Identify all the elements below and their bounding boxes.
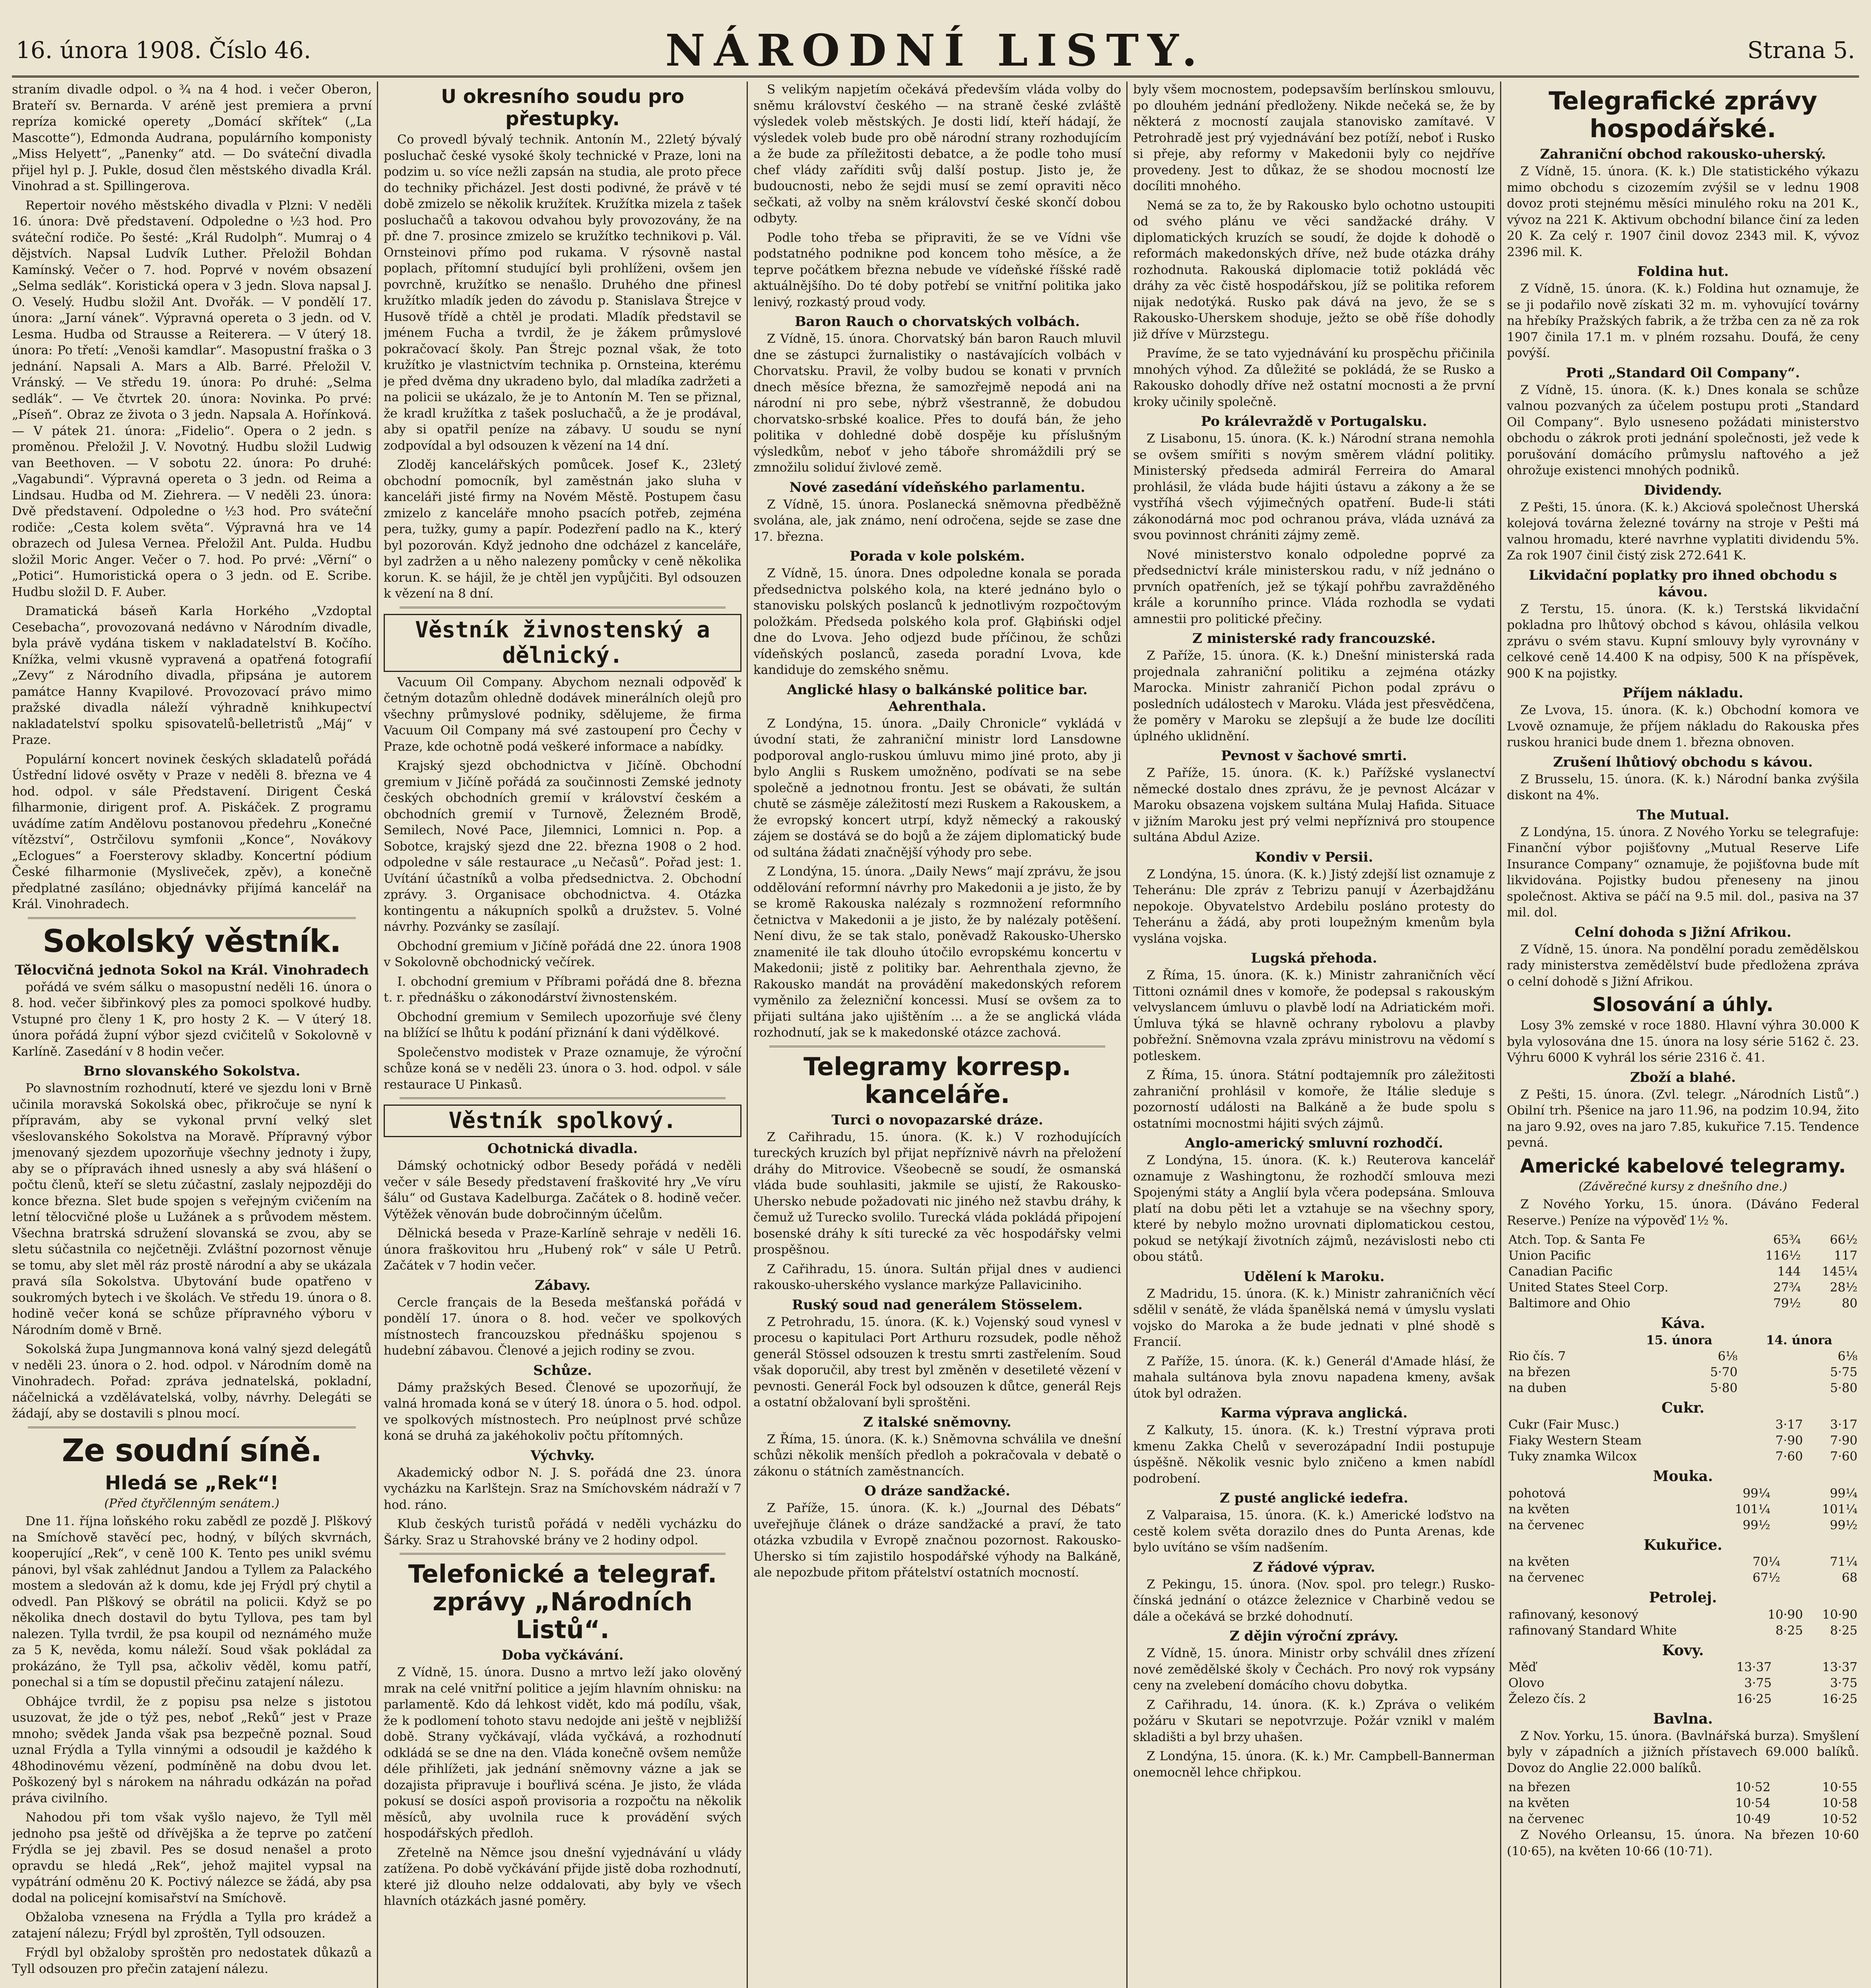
column-4 — [1133, 82, 1495, 1988]
cotton-table — [1507, 1779, 1859, 1827]
market-heading: Petrolej. — [1649, 1589, 1717, 1606]
article-subheading: Schůze. — [533, 1362, 592, 1378]
divider — [28, 1427, 356, 1428]
article-subheading: Z italské sněmovny. — [863, 1414, 1011, 1430]
article-subheading: Ruský soud nad generálem Stösselem. — [792, 1297, 1083, 1313]
market-heading: Káva. — [1661, 1315, 1705, 1332]
table-cell: Fiaky Western Steam — [1508, 1433, 1642, 1448]
table-header-cell — [1507, 1332, 1619, 1348]
article-text: Z Paříže, 15. února. (K. k.) „Journal des Débats“ uveřejňuje článek o dráze sandžacké a praví, že tato otázka vzbudila v Evropě značnou pozornost. Rakousko-Uhersko si tím zajistilo hospodářské výhody na Balkáně, ale nepozbude přitom přátelství ostatních mocností. — [753, 1501, 1121, 1580]
divider — [400, 1097, 726, 1099]
table-row — [1507, 1659, 1859, 1675]
section-heading-sokol: Sokolský věstník. — [43, 923, 341, 959]
article-text: Vacuum Oil Company. Abychom neznali odpověď k četným dotazům ohledně dodávek minerálních olejů pro všechny průmyslové podniky, sdělujeme, že firma Vacuum Oil Company má své zastoupení pro Čechy v Praze, kde ochotně podá veškeré informace a nabídky. — [384, 675, 741, 754]
column-3 — [753, 82, 1121, 1988]
article-subheading: Výchvky. — [530, 1447, 595, 1464]
table-cell: 144 — [1777, 1264, 1801, 1279]
table-row — [1507, 1485, 1859, 1501]
article-text: Z Brusselu, 15. února. (K. k.) Národní banka zvýšila diskont na 4%. — [1507, 772, 1859, 802]
table-row — [1507, 1295, 1859, 1311]
article-text: Z Cařihradu, 15. února. Sultán přijal dnes v audienci rakousko-uherského vyslance markýze Pallaviciniho. — [753, 1262, 1121, 1292]
table-cell: 28½ — [1830, 1280, 1857, 1295]
article-subheading: Zboží a blahé. — [1630, 1069, 1736, 1085]
section-heading-telegraph: Telefonické a telegraf. zprávy „Národních Listů“. — [408, 1559, 717, 1644]
article-text: Z Londýna, 15. února. „Daily News“ mají zprávu, že jsou oddělování reformní návrhy pro Makedonii a je jisto, že by se kromě Rakouska nalézaly s rozmnožení reformního četnictva v Makedonii a je jisto, že by nalézaly potěšení. Není divu, že se tak stalo, poněvadž Rakousko-Uhersko znamenité ile tak dlouho útočilo evropskému koncertu v Makedonii; jistě z politiky bar. Aehrenthala zjevno, že Rakousko mandát na provádění makedonských reforem vyměnilo za železniční koncessi. Musí se ovšem za to přijati sultána jako ujištěním ... a že se anglická vláda rozhodnutí, jak se k makedonské otázce zachová. — [753, 864, 1121, 1040]
article-subheading: Kondiv v Persii. — [1255, 849, 1373, 865]
table-cell: 3·17 — [1830, 1417, 1857, 1432]
table-row — [1507, 1264, 1859, 1279]
table-cell: Canadian Pacific — [1508, 1264, 1613, 1279]
masthead — [12, 16, 1859, 78]
article-subheading: Z ministerské rady francouzské. — [1192, 631, 1436, 646]
corn-table — [1507, 1554, 1859, 1586]
article-text: Z Nového Yorku, 15. února. (Dáváno Federal Reserve.) Peníze na výpověď 1½ %. — [1507, 1197, 1859, 1228]
article-text: Cercle français de la Beseda mešťanská pořádá v pondělí 17. února o 8. hod. večer ve spolkových místnostech francouzskou přednášku spojenou s hudební zábavou. Členové a jejich rodiny se zvou. — [384, 1295, 741, 1358]
article-subheading: Celní dohoda s Jižní Afrikou. — [1574, 924, 1791, 940]
article-text: Z Londýna, 15. února. „Daily Chronicle“ vykládá v úvodní stati, že zahraniční ministr lord Lansdowne podporoval anglo-ruskou úmluvu mimo jiné proto, aby ji bylo Anglii s Ruskem umožněno, podívati se na sebe společně a jednotnou frontu. Jest se obávati, že sultán chutě se zásměje záležitostí mezi Ruskem a Rakouskem, a že evropský koncert utrpí, když německý a rakouský zájem se dostává se do bojů a že zájem diplomatický bude od sultána žádati značnější výhody pro sebe. — [753, 716, 1121, 860]
table-cell: 117 — [1834, 1248, 1857, 1263]
table-row — [1507, 1364, 1859, 1380]
article-text: Zloděj kancelářských pomůcek. Josef K., 23letý obchodní pomocník, byl zaměstnán jako sluha v kanceláři jisté firmy na Novém Městě. Postupem času zmizelo z kanceláře mnoho psacích potřeb, zejména pera, tužky, gumy a papír. Podezření padlo na K., který byl pozorován. Když jednoho dne odcházel z kanceláře, byl zadržen a u něho nalezeny pomůcky v ceně několika korun. K. se hájil, že je chtěl jen vypůjčiti. Byl odsouzen k vězení na 8 dní. — [384, 458, 741, 601]
table-row — [1507, 1448, 1859, 1464]
table-cell: 65¾ — [1773, 1233, 1801, 1247]
table-cell: 10·58 — [1822, 1796, 1857, 1810]
article-text: Akademický odbor N. J. S. pořádá dne 23. února vycházku na Karlštejn. Sraz na Smíchovském nádraží v 7 hod. ráno. — [384, 1465, 741, 1512]
table-cell: 71¼ — [1830, 1555, 1857, 1569]
article-text: Dramatická báseň Karla Horkého „Vzdoptal Cesebacha“, provozovaná nedávno v Národním divadle, byla právě vydána tiskem v nakladatelství B. Kočího. Knížka, velmi vkusně vypravená a opatřená fotografií „Zevy“ z Národního divadla, připsána je autorem památce Hanny Kvapilové. Provozovací právo mimo pražské divadla náleží výhradně knihkupectví nakladatelství spolku spisovatelů-belletristů „Máj“ v Praze. — [12, 604, 372, 747]
article-text: Co provedl bývalý technik. Antonín M., 22letý bývalý posluchač české vysoké školy technické v Praze, loni na podzim u. so více nežli zapsán na studia, ale proto přece do techniky přicházel. Jest dosti podivné, že právě v té době zmizelo se několik kružítek. Kružítka mizela z tašek posluchačů a takovou odvahou byly provozovány, že na př. dne 7. prosince zmizelo se kružítko technikovi p. Vál. Ornsteinovi přímo pod rukama. V rýsovně nastal poplach, přítomní studující byli prohlíženi, ovšem jen povrchně, kružítko se nenašlo. Druhého dne přinesl kružítko mladík jeden do závodu p. Stanislava Štrejce v Husově třídě a chtěl je prodati. Mladík představil se jménem Fucha a tvrdil, že je žákem průmyslové pokračovací školy. Pan Štrejc poznal však, že toto kružítko je vlastnictvím technika p. Ornsteina, kterému je před dvěma dny ukradeno bylo, dal mladíka zadržeti a na policii se ukázalo, že je to Antonín M. Ten se přiznal, že kradl kružítka z tašek posluchačů, a že je prodával, aby si opatřil peníze na zábavy. U soudu se nyní zodpovídal a byl odsouzen k vězení na 14 dní. — [384, 132, 741, 453]
table-cell: 70¼ — [1753, 1555, 1780, 1569]
market-heading: Mouka. — [1653, 1468, 1713, 1485]
table-cell: 101¼ — [1735, 1502, 1770, 1516]
article-heading: Americké kabelové telegramy. — [1520, 1155, 1846, 1177]
article-text: Losy 3% zemské v roce 1880. Hlavní výhra 30.000 K byla vylosována dne 15. února na losy série 5162 č. 23. Výhru 6000 K vyhrál los série 2316 č. 41. — [1507, 1018, 1859, 1065]
article-subheading: Z řádové výprav. — [1253, 1559, 1375, 1575]
table-cell: 116½ — [1765, 1248, 1801, 1263]
table-cell: 16·25 — [1822, 1692, 1857, 1706]
article-text: Z Cařihradu, 15. února. (K. k.) V rozhodujících tureckých kruzích byl přijat nepříznivě návrh na přeložení dráhy do Mitrovice. Všeobecně se soudí, že osmanská vláda bude souhlasiti, jakmile se ujistí, že Rakousko-Uhersko nebude požadovati nic jiného než stavbu dráhy, k čemuž už Turecko svolilo. Turecká vláda pokládá připojení bosenské dráhy k síti turecké za věc hospodářsky velmi prospěšnou. — [753, 1130, 1121, 1257]
article-heading: Baron Rauch o chorvatských volbách. — [794, 314, 1080, 330]
table-cell: 5·80 — [1830, 1380, 1857, 1395]
table-cell: na květen — [1508, 1555, 1570, 1569]
table-row — [1507, 1232, 1859, 1248]
article-text: Nové ministerstvo konalo odpoledne poprvé za předsednictví krále ministerskou radu, v níž jednáno o prvních opatřeních, jež se týkají pohřbu zavražděného krále a korunního prince. Vláda rozhodla se vydati amnestii pro politické přečiny. — [1133, 547, 1495, 626]
column-rule — [747, 82, 748, 1988]
article-subheading: Turci o novopazarské dráze. — [831, 1112, 1043, 1128]
table-cell: 3·17 — [1775, 1417, 1803, 1432]
article-text: Nemá se za to, že by Rakousko bylo ochotno ustoupiti od svého plánu ve věci sandžacké dráhy. V diplomatických kruzích se soudí, že dojde k dohodě o reformách makedonských dříve, než bude otázka dráhy rozhodnuta. Rakouská diplomacie totiž pokládá věc dráhy za věc čistě hospodářskou, jíž se politika reforem nijak nedotýká. Rusko pak dává na jevo, že se s Rakousko-Uherskem shoduje, ježto se obě říše dohodly již dříve v Mürzstegu. — [1133, 198, 1495, 342]
article-text: Podle toho třeba se připraviti, že se ve Vídni vše podstatného podnikne pod koncem toho měsíce, a že teprve počátkem března nebude ve vídeňské říšské radě aktuálnějšího. Do té doby potřebí se vnitřní politika jako lenivý, rozkastý proud vody. — [753, 230, 1121, 309]
article-text: Klub českých turistů pořádá v neděli vycházku do Šárky. Sraz u Strahovské brány ve 2 hodiny odpol. — [384, 1517, 741, 1547]
table-cell: 10·49 — [1735, 1812, 1771, 1826]
table-cell: na červenec — [1508, 1518, 1584, 1532]
table-row — [1507, 1517, 1859, 1533]
table-cell: Olovo — [1508, 1676, 1545, 1690]
article-subheading: Dividendy. — [1644, 482, 1722, 498]
table-cell: Baltimore and Ohio — [1508, 1296, 1630, 1310]
divider — [400, 607, 726, 608]
table-cell: 13·37 — [1736, 1660, 1772, 1674]
table-cell: 68 — [1842, 1571, 1857, 1585]
table-cell: 80 — [1842, 1296, 1857, 1310]
table-row — [1507, 1248, 1859, 1264]
page-number: Strana 5. — [1747, 37, 1855, 64]
article-text: Ze Lvova, 15. února. (K. k.) Obchodní komora ve Lvově oznamuje, že příjem nákladu do Rakouska přes ruskou hranici bude dnem 1. března obnoven. — [1507, 703, 1859, 749]
article-text: Z Říma, 15. února. (K. k.) Sněmovna schválila ve dnešní schůzi několik menších předloh a pokračovala v debatě o zákonu o státních zaměstnancích. — [753, 1432, 1121, 1479]
article-subheading: Anglo-americký smluvní rozhodčí. — [1185, 1135, 1443, 1151]
table-cell: 27¾ — [1773, 1280, 1801, 1295]
column-5 — [1507, 82, 1859, 1988]
table-row — [1507, 1691, 1859, 1707]
article-text: Z Paříže, 15. února. (K. k.) Generál d'Amade hlásí, že mahala sultánova byla znovu napadena kmeny, avšak útok byl odražen. — [1133, 1354, 1495, 1401]
article-text: Frýdl byl obžaloby sproštěn pro nedostatek důkazů a Tyll odsouzen pro přečin zatajení nálezu. — [12, 1945, 372, 1976]
article-subheading: Doba vyčkávání. — [501, 1647, 624, 1663]
market-heading: Kukuřice. — [1644, 1536, 1722, 1553]
article-text: Z Valparaisa, 15. února. (K. k.) Americké loďstvo na cestě kolem světa dorazilo dnes do Punta Arenas, kde bylo uvítáno se vším nadšením. — [1133, 1508, 1495, 1555]
article-text: Krajský sjezd obchodnictva v Jičíně. Obchodní gremium v Jičíně pořádá za součinnosti Zemské jednoty českých obchodních gremií v království českém a obchodních gremií v Turnově, Železném Brodě, Semilech, Nové Pace, Jilemnici, Lomnici n. Pop. a Sobotce, krajský sjezd dne 22. března 1908 o 2 hod. odpoledne v sále restaurace „u Nečasů“. Pořad jest: 1. Uvítání účastníků a volba předsednictva. 2. Obchodní zprávy. 3. Organisace obchodnictva. 4. Otázka kontingentu a nákupních spolků a družstev. 5. Volné návrhy. Pozvánky se zasílají. — [384, 759, 741, 934]
table-cell: 10·54 — [1735, 1796, 1771, 1810]
column-2 — [384, 82, 741, 1988]
article-text: Z Londýna, 15. února. (K. k.) Mr. Campbell-Bannerman onemocněl lehce chřipkou. — [1133, 1749, 1495, 1780]
article-text: I. obchodní gremium v Příbrami pořádá dne 8. března t. r. přednášku o zákonodárství živnostenském. — [384, 974, 741, 1005]
article-text: Z Pekingu, 15. února. (Nov. spol. pro telegr.) Rusko-čínská jednání o otázce železnice v Charbině vedou se dále a očekává se brzké dohodnutí. — [1133, 1577, 1495, 1624]
article-text: Z Kalkuty, 15. února. (K. k.) Trestní výprava proti kmenu Zakka Chelů v severozápadní Indii postupuje úspěšně. Několik vesnic bylo zničeno a kmen nabídl podrobení. — [1133, 1423, 1495, 1486]
table-cell: 10·55 — [1822, 1780, 1857, 1794]
table-cell: 99¼ — [1743, 1486, 1770, 1501]
table-cell: 8·25 — [1775, 1623, 1803, 1638]
article-subheading: Po králevraždě v Portugalsku. — [1201, 414, 1427, 429]
table-row — [1507, 1675, 1859, 1691]
table-cell: 5·80 — [1710, 1380, 1738, 1395]
table-cell: rafinovaný, kesonový — [1508, 1607, 1639, 1622]
table-cell: na květen — [1508, 1796, 1570, 1810]
coffee-table — [1507, 1332, 1859, 1396]
table-cell: 67½ — [1753, 1571, 1780, 1585]
article-subheading: Udělení k Maroku. — [1243, 1268, 1385, 1285]
table-cell: 10·90 — [1822, 1607, 1857, 1622]
article-text: Obhájce tvrdil, že z popisu psa nelze s jistotou usuzovat, že jde o týž pes, neboť „Reků“ jest v Praze mnoho; svědek Janda však psa bezpečně poznal. Soud uznal Frýdla a Tylla vinnými a odsoudil je každého k 48hodinovému vězení, podmíněně na dobu dvou let. Poškozený byl s nárokem na náhradu odkázán na pořad práva civilního. — [12, 1694, 372, 1806]
article-text: Z Londýna, 15. února. (K. k.) Jistý zdejší list oznamuje z Teheránu: Dle zpráv z Tebrizu panují v Ázerbajdžánu nepokoje. Obyvatelstvo Ardebilu posláno protesty do Teheránu a žádá, aby proti loupežným kmenům byla vyslána vojska. — [1133, 867, 1495, 946]
article-subheading: Foldina hut. — [1637, 264, 1729, 280]
article-text: Společenstvo modistek v Praze oznamuje, že výroční schůze koná se v neděli 23. února o 3. hod. odpol. v sále restaurace U Pinkasů. — [384, 1045, 741, 1092]
table-cell: 99¼ — [1830, 1486, 1857, 1501]
article-text: Z Vídně, 15. února. Dnes odpoledne konala se porada předsednictva polského kola, na které jednáno bylo o stanovisku polských poslanců k jednotlivým rozpočtovým položkám. Předseda polského kola prof. Głąbiński odjel dne do Lvova. Jeho odjezd bude příčinou, že schůzi vídeňských poslanců, zaseda poradní Lvova, kde kandiduje do zemského sněmu. — [753, 566, 1121, 677]
article-text: Obchodní gremium v Semilech upozorňuje své členy na blížící se lhůtu k podání přiznání k dani výdělkové. — [384, 1010, 741, 1040]
table-header-row — [1507, 1332, 1859, 1348]
section-heading-economy: Telegrafické zprávy hospodářské. — [1549, 86, 1817, 143]
article-text: Z Vídně, 15. února. Ministr orby schválil dnes zřízení nové zemědělské školy v Čechách. Pro nový rok vypsány ceny na zvelebení domácího chovu dobytka. — [1133, 1646, 1495, 1693]
article-text: Nahodou při tom však vyšlo najevo, že Tyll měl jednoho psa ještě od dřívějška a že teprve po zatčení Frýdla se jej zbavil. Pes se dosud nenašel a proto opravdu se hledá „Rek“, jehož majitel vypsal na vypátrání odměnu 20 K. Poctivý nálezce se žádá, aby psa dodal na policejní komisařství na Smíchově. — [12, 1810, 372, 1905]
table-cell: na červenec — [1508, 1571, 1584, 1585]
article-subheading: O dráze sandžacké. — [864, 1483, 1010, 1499]
article-text: Z Madridu, 15. února. (K. k.) Ministr zahraničních věcí sdělil v senátě, že vláda španělská nemá v úmyslu vyslati vojsko do Maroka a že bude jednati v plné shodě s Francií. — [1133, 1286, 1495, 1349]
article-text: Obchodní gremium v Jičíně pořádá dne 22. února 1908 v Sokolovně obchodnický večírek. — [384, 939, 741, 969]
article-subheading: (Před čtyřčlenným senátem.) — [104, 1496, 279, 1510]
article-subheading: Příjem nákladu. — [1623, 685, 1743, 701]
table-cell: 10·52 — [1735, 1780, 1771, 1794]
table-cell: 6⅛ — [1838, 1349, 1857, 1363]
article-subheading: Zábavy. — [534, 1277, 591, 1293]
article-text: Z Cařihradu, 14. února. (K. k.) Zpráva o velikém požáru v Skutari se nepotvrzuje. Požár vznikl v malém skladišti a byl brzy uhašen. — [1133, 1697, 1495, 1744]
section-heading-trade: Věstník živnostenský a dělnický. — [384, 614, 741, 672]
table-row — [1507, 1554, 1859, 1570]
table-row — [1507, 1380, 1859, 1396]
article-text: Z Říma, 15. února. (K. k.) Ministr zahraničních věcí Tittoni oznámil dnes v komoře, že podepsal s rakouským velvyslancem úmluvu o plavbě lodí na Adriatickém moři. Úmluva týká se hlavně ochrany rybolovu a plavby pobřežní. Sněmovna vzala zprávu ministrovu na vědomí s potleskem. — [1133, 968, 1495, 1063]
table-cell: Atch. Top. & Santa Fe — [1508, 1233, 1645, 1247]
table-header-cell: 15. února — [1646, 1333, 1712, 1347]
article-text: S velikým napjetím očekává především vláda volby do sněmu království českého — na straně české zvláště výsledek voleb městských. Je dosti lidí, kteří hádají, že výsledek voleb bude pro obě národní strany rozhodujícím a že bude za příležitosti debatce, a že podle toho musí chef vlády zaříditi svůj další postup. Jisto je, že budoucnosti, nebo že sejdi musí se zemí opraviti něco sečkati, až volby na sněm království české skončí dobou odbyty. — [753, 82, 1121, 225]
article-text: Zřetelně na Němce jsou dnešní vyjednávání u vlády zatížena. Po době vyčkávání přijde jistě doba rozhodnutí, které již dlouho nelze oddalovati, aby byly ve všech hlavních otázkách jasné poměry. — [384, 1845, 741, 1908]
article-heading: Porada v kole polském. — [850, 548, 1025, 564]
table-cell: 3·75 — [1744, 1676, 1772, 1690]
table-row — [1507, 1348, 1859, 1364]
table-cell: 7·60 — [1830, 1449, 1857, 1464]
table-cell: 10·52 — [1822, 1812, 1857, 1826]
table-cell: na červenec — [1508, 1812, 1584, 1826]
article-heading: Anglické hlasy o balkánské politice bar. Aehrenthala. — [787, 681, 1088, 714]
article-text: Z Lisabonu, 15. února. (K. k.) Národní strana nemohla se ovšem smířiti s novým směrem vládní politiky. Ministerský předseda admirál Ferreira do Amaral prohlásil, že vláda bude hájiti ústavu a zákony a že se vystříhá všech výjimečných opatření. Bude-li státi zákonodárná moc pod ochranou práva, vláda uznává za svou povinnost chrániti zájmy země. — [1133, 431, 1495, 542]
article-text: Z Petrohradu, 15. února. (K. k.) Vojenský soud vynesl v procesu o kapitulaci Port Arthuru rozsudek, podle něhož generál Stössel odsouzen k trestu smrti zastřelením. Soud však doporučil, aby trest byl změněn v desetileté vězení v pevnosti. Generál Fock byl odsouzen k důtce, generál Rejs a ostatní obžalovaní byli sproštěni. — [753, 1314, 1121, 1409]
divider — [400, 1553, 726, 1555]
table-cell: Měď — [1508, 1660, 1536, 1674]
table-cell: 101¼ — [1822, 1502, 1857, 1516]
article-heading: U okresního soudu pro přestupky. — [441, 85, 684, 130]
article-text: Pravíme, že se tato vyjednávání ku prospěchu přičinila mnohých výhod. Za důležité se pokládá, že se Rusko a Rakousko dohodly dříve než ostatní mocnosti a že první kroky učinily společně. — [1133, 346, 1495, 409]
article-text: Repertoir nového městského divadla v Plzni: V neděli 16. února: Dvě představení. Odpoledne o ½3 hod. Pro sváteční rodiče. Po šesté: „Král Rudolph“. Mumraj o 4 dějstvích. Napsal Ludvík Luther. Přeložil Bohdan Kamínský. Večer o 7. hod. Poprvé v novém obsazení „Selma sedlák“. Koristická opera v 3 jedn. Slova napsal J. O. Veselý. Hudbu složil Ant. Dvořák. — V pondělí 17. února: „Jarní vánek“. Výpravná opereta o 3 jedn. od V. Lesma. Hudba od Strausse a Reiterera. — V úterý 18. února: Po třetí: „Venoši kamdlar“. Masopustní fraška o 3 jednání. Napsali A. Mars a Alb. Barré. Přeložil V. Vránský. — Ve středu 19. února: Po druhé: „Selma sedlák“. — Ve čtvrtek 20. února: Novinka. Po prvé: „Píseň“. Obraz ze života o 3 jedn. Napsala A. Hořínková. — V pátek 21. února: „Fidelio“. Opera o 2 jedn. s proměnou. Přeložil J. V. Novotný. Hudbu složil Ludwig van Beethoven. — V sobotu 22. února: Po druhé: „Vagabundi“. Výpravná opereta o 3 jedn. od Reima a Lindsau. Hudba od M. Ziehrera. — V neděli 23. února: Dvě představení. Odpoledne o ½3 hod. Pro sváteční rodiče: „Cesta kolem světa“. Výpravná hra ve 14 obrazech od Julesa Vernea. Přeložil Ant. Pulda. Hudbu složil Moric Anger. Večer o 7. hod. Po prvé: „Věrní“ o „Potici“. Humoristická opera o 3 jedn. od E. Scribe. Hudbu složil D. F. Auber. — [12, 198, 372, 599]
table-cell: 7·60 — [1775, 1449, 1803, 1464]
table-header-cell: 14. února — [1766, 1333, 1832, 1347]
article-text: Z Terstu, 15. února. (K. k.) Terstská likvidační pokladna pro lhůtový obchod s kávou, ohlásila velkou zprávu o svém stavu. Kupní smlouvy byly vyrovnány v celkové ceně 14.400 K na odpisy, 500 K na příspěvek, 900 K na pojistky. — [1507, 602, 1859, 681]
table-cell: 99½ — [1830, 1518, 1857, 1532]
article-subheading: Z pusté anglické iedefra. — [1220, 1490, 1408, 1506]
sugar-table — [1507, 1417, 1859, 1464]
metals-table — [1507, 1659, 1859, 1707]
table-cell: na duben — [1508, 1380, 1567, 1395]
newspaper-title: NÁRODNÍ LISTY. — [665, 25, 1206, 76]
article-text: Z Vídně, 15. února. Na pondělní poradu zemědělskou rady ministerstva zemědělství bude předložena zpráva o celní dohodě s Jižní Afrikou. — [1507, 942, 1859, 989]
table-row — [1507, 1607, 1859, 1623]
article-subheading: Pevnost v šachové smrti. — [1221, 748, 1407, 764]
table-cell: Železo čís. 2 — [1508, 1692, 1586, 1706]
article-subheading: Ochotnická divadla. — [487, 1141, 638, 1157]
section-heading-clubs: Věstník spolkový. — [384, 1105, 741, 1137]
divider — [769, 1046, 1105, 1047]
table-cell: 99½ — [1743, 1518, 1770, 1532]
table-row — [1507, 1279, 1859, 1295]
table-cell: 3·75 — [1830, 1676, 1857, 1690]
table-cell: 10·90 — [1768, 1607, 1803, 1622]
table-cell: Cukr (Fair Musc.) — [1508, 1417, 1619, 1432]
market-heading: Bavlna. — [1653, 1710, 1713, 1727]
table-cell: 16·25 — [1736, 1692, 1772, 1706]
market-heading: Kovy. — [1662, 1642, 1704, 1659]
column-rule — [1126, 82, 1128, 1988]
article-text: straním divadle odpol. o ¾ na 4 hod. i večer Oberon, Brateří sv. Bernarda. V aréně jest premiera a první repríza komické operety „Domácí skřítek“ („La Mascotte“), Edmonda Audrana, populárního komponisty „Miss Helyett“, „Panenky“ atd. — Do sváteční divadla přijel hyl p. J. Pukle, dosud člen městského divadla Král. Vinohrad a st. Spillingerova. — [12, 82, 372, 193]
table-cell: 5·75 — [1830, 1365, 1857, 1379]
article-heading: Hledá se „Rek“! — [105, 1472, 279, 1494]
article-text: Z Paříže, 15. února. (K. k.) Dnešní ministerská rada projednala zahraniční politiku a zejména otázky Marocka. Ministr zahraničí Pichon podal zprávu o posledních událostech v Maroku. Vláda jest přesvědčena, že poměry v Maroku se zlepšují a že bude lze docíliti úplného uklidnění. — [1133, 648, 1495, 744]
article-text: Z Pešti, 15. února. (Zvl. telegr. „Národních Listů“.) Obilní trh. Pšenice na jaro 11.96, na podzim 10.94, žito na jaro 9.92, oves na jaro 7.85, kukuřice 7.15. Tendence pevná. — [1507, 1087, 1859, 1150]
table-cell: 8·25 — [1830, 1623, 1857, 1638]
column-rule — [1500, 82, 1501, 1988]
article-text: Dne 11. října loňského roku zabědl ze pozdě J. Plškový na Smíchově stavěcí pec, hodný, v bílých skvrnách, kooperující „Rek“, v ceně 100 K. Tento pes unikl svému pánovi, byl však zahlédnut Jandou a Tyllem za Palackého mostem a sledován až k domu, kde jej Frýdl prý chytil a odvedl. Pan Plškový se obrátil na policii. Když se po několika dnech dostavil do bytu Tyllova, pes tam byl nalezen. Tylla tvrdil, že psa koupil od neznámého muže za 5 K, nevěda, komu náleží. Soud však pokládal za prokázáno, že Tyll psa, ačkoliv věděl, komu patří, ponechal si a tím se dopustil přečinu zatajení nálezu. — [12, 1514, 372, 1689]
table-row — [1507, 1795, 1859, 1811]
table-cell: 7·90 — [1830, 1433, 1857, 1448]
table-cell: na březen — [1508, 1780, 1570, 1794]
table-cell: 6⅛ — [1718, 1349, 1738, 1363]
article-subheading: Zrušení lhůtiový obchodu s kávou. — [1553, 754, 1813, 770]
article-subheading: Lugská přehoda. — [1251, 950, 1377, 966]
article-text: Z Pešti, 15. února. (K. k.) Akciová společnost Uherská kolejová továrna železné továrny na stroje v Pešti má valnou hromadu, které navrhne vyplatiti dividendu 5%. Za rok 1907 činil čistý zisk 272.641 K. — [1507, 500, 1859, 563]
table-cell: rafinovaný Standard White — [1508, 1623, 1677, 1638]
flour-table — [1507, 1485, 1859, 1533]
divider — [28, 917, 356, 919]
table-cell: pohotová — [1508, 1486, 1566, 1501]
table-row — [1507, 1433, 1859, 1448]
table-cell: United States Steel Corp. — [1508, 1280, 1669, 1295]
article-heading: Slosování a úhly. — [1592, 994, 1774, 1016]
article-subheading: Brno slovanského Sokolstva. — [83, 1063, 301, 1079]
column-rule — [377, 82, 378, 1988]
article-subheading: The Mutual. — [1636, 807, 1729, 823]
table-cell: 13·37 — [1822, 1660, 1857, 1674]
article-text: Z Vídně, 15. února. (K. k.) Dnes konala se schůze valnou pozvaných za účelem postupu proti „Standard Oil Company“. Bylo usneseno požádati ministerstvo obchodu o zákrok proti jednání společnosti, jež vede k porušování domácího průmyslu naftového a jež ohrožuje existenci mnohých podniků. — [1507, 382, 1859, 478]
issue-date: 16. února 1908. Číslo 46. — [16, 37, 311, 64]
article-text: Z Vídně, 15. února. (K. k.) Foldina hut oznamuje, že se ji podařilo nově získati 32 m. m. vyhovující továrny na hřebíky Pražských fabrik, a že tržba cen za ně za rok 1907 činila 17.1 m. v plném rozsahu. Doufá, že ceny povýší. — [1507, 282, 1859, 360]
article-text: Z Nov. Yorku, 15. února. (Bavlnářská burza). Smyšlení byly v západních a jižních přístavech 69.000 balíků. Dovoz do Anglie 22.000 balíků. — [1507, 1728, 1859, 1775]
table-row — [1507, 1811, 1859, 1827]
table-row — [1507, 1623, 1859, 1639]
table-cell: na květen — [1508, 1502, 1570, 1516]
table-row — [1507, 1417, 1859, 1433]
column-1 — [12, 82, 372, 1988]
article-text: Dámský ochotnický odbor Besedy pořádá v neděli večer v sále Besedy představení fraškovité hry „Ve víru šálu“ od Gustava Kadelburga. Začátek o 8. hodině večer. Výtěžek věnován bude dobročinným účelům. — [384, 1159, 741, 1221]
stock-table — [1507, 1232, 1859, 1311]
table-cell: Rio čís. 7 — [1508, 1349, 1566, 1363]
article-text: Z Vídně, 15. února. Dusno a mrtvo leží jako olověný mrak na celé vnitřní politice a jejím hlavním ohnisku: na parlamentě. Kdo dá lehkost vidět, kdo má podílu, však, že k podlomení tohoto stavu nedojde ani ještě v nejbližší době. Strany vyčkávají, vláda vyčkává, a rozhodnutí odkládá se se dne na den. Vláda konečně ovšem nemůže déle přihlížeti, jak jednání sněmovny vázne a jak se dozajista připravuje i bouřlivá scéna. Je jisto, že vláda pokusí se dosíci aspoň provisoria a rozpočtu na několik měsíců, aby uvolnila ruce k provádění svých hospodářských předloh. — [384, 1665, 741, 1840]
article-subheading: Likvidační poplatky pro ihned obchodu s kávou. — [1529, 567, 1837, 600]
table-cell: na březen — [1508, 1365, 1570, 1379]
article-subheading: (Závěrečné kursy z dnešního dne.) — [1578, 1179, 1788, 1194]
table-cell: 66½ — [1830, 1233, 1857, 1247]
market-heading: Cukr. — [1661, 1399, 1704, 1416]
table-row — [1507, 1501, 1859, 1517]
article-subheading: Zahraniční obchod rakousko-uherský. — [1540, 146, 1826, 162]
table-cell: 79½ — [1773, 1296, 1801, 1310]
article-heading: Nové zasedání vídeňského parlamentu. — [789, 479, 1085, 495]
table-row — [1507, 1570, 1859, 1586]
table-cell: 5·70 — [1710, 1365, 1738, 1379]
article-text: Z Nového Orleansu, 15. února. Na březen 10·60 (10·65), na květen 10·66 (10·71). — [1507, 1828, 1859, 1858]
article-text: Populární koncert novinek českých skladatelů pořádá Ústřední lidové osvěty v Praze v neděli 8. března ve 4 hod. odpol. v sále Představení. Dirigent Česká filharmonie, dirigent prof. A. Piskáček. Z programu uvádíme zatím Andělovu postanovou předehru „Konečné vítězství“, Ostrčilovu symfonii „Konce“, Novákovy „Eclogues“ a Foersterovy skladby. Koncertní pódium České filharmonie (Mysliveček, zpěv), a konečně předplatné zasíláno; objednávky přijímá kancelář na Král. Vinohradech. — [12, 752, 372, 911]
article-text: Dělnická beseda v Praze-Karlíně sehraje v neděli 16. února fraškovitou hru „Hubený rok“ v sále U Petrů. Začátek v 7 hodin večer. — [384, 1226, 741, 1273]
article-text: Z Vídně, 15. února. Chorvatský bán baron Rauch mluvil dne se zástupci žurnalistiky o nastávajících volbách v Chorvatsku. Pravil, že volby budou se konati v prvních dnech měsíce března, že samozřejmě nepodá ani na národní ni pro sebe, nýbrž všestranně, že dobudou chorvatsko-srbské koalice. Přes to doufá bán, že jeho politika v dohledné době dospěje ku příslušným výsledkům, neboť v jeho táboře shromáždili prý se zmnožilu soliduí živlové země. — [753, 332, 1121, 475]
article-text: Z Vídně, 15. února. (K. k.) Dle statistického výkazu mimo obchodu s cizozemím zvýšil se v lednu 1908 dovoz proti stejnému měsíci minulého roku na 201 K., vývoz na 221 K. Aktivum obchodní bilance činí za leden 20 K. Za celý r. 1907 činil dovoz 2343 mil. K, vývoz 2396 mil. K. — [1507, 164, 1859, 259]
article-subheading: Tělocvičná jednota Sokol na Král. Vinohradech — [15, 962, 369, 978]
article-text: Z Vídně, 15. února. Poslanecká sněmovna předběžně svolána, ale, jak známo, není odročena, sejde se zase dne 17. března. — [753, 497, 1121, 544]
article-text: pořádá ve svém sálku o masopustní neděli 16. února o 8. hod. večer šibřinkový ples za pomoci spolkové hudby. Vstupné pro členy 1 K, pro hosty 2 K. — V úterý 18. února pořádá župní výbor sjezd cvičitelů v Sokolovně v Karlíně. Zasedání v 8 hodin večer. — [12, 980, 372, 1059]
table-row — [1507, 1779, 1859, 1795]
article-text: Z Paříže, 15. února. (K. k.) Pařížské vyslanectví německé dostalo dnes zprávu, že je pevnost Alcázar v Maroku obsazena vojskem sultána Mulaj Hafida. Situace v jižním Maroku jest prý velmi nepříznivá pro stoupence sultána Abdul Azize. — [1133, 766, 1495, 845]
section-heading-telegrams: Telegramy korresp. kanceláře. — [803, 1052, 1071, 1109]
article-subheading: Z dějin výroční zprávy. — [1229, 1628, 1399, 1644]
petroleum-table — [1507, 1607, 1859, 1639]
article-text: Dámy pražských Besed. Členové se upozorňují, že valná hromada koná se v úterý 18. února o 5. hod. odpol. ve spolkových místnostech. Pro neúplnost prvé schůze koná se druhá za jakéhokoliv počtu přítomných. — [384, 1380, 741, 1443]
article-text: Sokolská župa Jungmannova koná valný sjezd delegátů v neděli 23. února o 2. hod. odpol. v Národním domě na Vinohradech. Pořad: zpráva jednatelská, pokladní, náčelnická a vzdělávatelská, volby, návrhy. Delegáti se žádají, aby se dostavili s plnou mocí. — [12, 1342, 372, 1421]
table-cell: 7·90 — [1775, 1433, 1803, 1448]
table-cell: Tuky znamka Wilcox — [1508, 1449, 1637, 1464]
table-cell: 145¼ — [1822, 1264, 1857, 1279]
article-subheading: Karma výprava anglická. — [1220, 1405, 1408, 1421]
section-heading-court: Ze soudní síně. — [62, 1433, 322, 1469]
article-subheading: Proti „Standard Oil Company“. — [1566, 365, 1800, 381]
article-text: Obžaloba vznesena na Frýdla a Tylla pro krádež a zatajení nálezu; Frýdl byl zproštěn, Tyll odsouzen. — [12, 1910, 372, 1941]
table-cell: Union Pacific — [1508, 1248, 1591, 1263]
article-text: Z Londýna, 15. února. Z Nového Yorku se telegrafuje: Finanční výbor pojišťovny „Mutual Reserve Life Insurance Company“ oznamuje, že pojišťovna bude mít likvidována. Pojistky budou přeneseny na jinou společnost. Aktiva se páčí na 9.5 mil. dol., pasiva na 37 mil. dol. — [1507, 825, 1859, 920]
article-text: Z Londýna, 15. února. (K. k.) Reuterova kancelář oznamuje z Washingtonu, že rozhodčí smlouva mezi Spojenými státy a Anglií byla včera podepsána. Smlouva platí na dobu pěti let a vztahuje se na všechny spory, které by nebylo možno urovnati diplomatickou cestou, pokud se netýkají životních zájmů, nezávislosti nebo cti obou států. — [1133, 1153, 1495, 1264]
article-text: Po slavnostním rozhodnutí, které ve sjezdu loni v Brně učinila moravská Sokolská obec, přikročuje se nyní k přípravám, aby se vykonal první velký slet všeslovanského Sokolstva na Moravě. Přípravný výbor jmenovaný sjezdem upozorňuje všechny jednoty i župy, aby se o přípravách ihned usnesly a aby svá hlášení o počtu členů, kteří se sletu zúčastní, zaslaly nejpozději do konce března. Slet bude spojen s veřejným cvičením na letní tělocvičné ploše u Lužánek a s průvodem městem. Všechna bratrská sdružení slovanská se zvou, aby se sletu súčastnila co nejčetněji. Zvláštní pozornost věnuje se tomu, aby slet měl ráz prostě národní a aby se ukázala pravá síla Sokolstva. Ubytování bude opatřeno v soukromých bytech i ve školách. Ve středu 19. února o 8. hodině večer koná se schůze přípravného výboru v Národním domě v Brně. — [12, 1081, 372, 1337]
article-text: byly všem mocnostem, podepsavším berlínskou smlouvu, po dlouhém jednání předloženy. Nikde nečeká se, že by některá z mocností zaujala stanovisko zamítavé. V Petrohradě jest prý vyjednávání bez potíží, neboť i Rusko si přeje, aby reformy v Makedonii byly co nejdříve provedeny. Jest to důkaz, že se shodou mocností lze docíliti mnohého. — [1133, 82, 1495, 193]
article-text: Z Říma, 15. února. Státní podtajemník pro záležitosti zahraniční prohlásil v komoře, že Itálie sleduje s pozorností události na Balkáně a že bude spolu s ostatními mocnostmi hájiti svých zájmů. — [1133, 1068, 1495, 1131]
